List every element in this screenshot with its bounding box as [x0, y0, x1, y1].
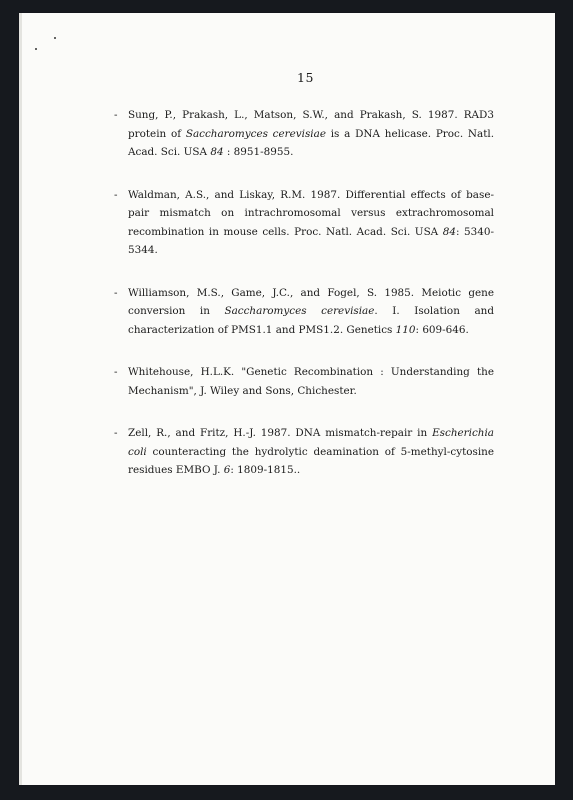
reference-italic-text: 6: [223, 464, 231, 476]
reference-text: : 1809-1815..: [230, 464, 301, 476]
reference-italic-text: 84: [442, 225, 456, 238]
dust-speck: [35, 48, 37, 50]
document-page: [19, 13, 555, 785]
reference-text: is a DNA helicase. Proc. Natl. Acad. Sci. USA: [128, 127, 495, 158]
reference-dash: -: [114, 286, 118, 299]
reference-dash: -: [114, 188, 118, 201]
reference-text: Sung, P., Prakash, L., Matson, S.W., and Prakash, S. 1987. RAD3 protein of: [128, 109, 494, 140]
reference-italic-text: 110: [395, 323, 416, 336]
reference-entry: [94, 363, 494, 400]
dust-speck: [54, 37, 56, 39]
reference-text: Zell, R., and Fritz, H.-J. 1987. DNA mismatch-repair in: [128, 427, 433, 439]
reference-dash: -: [114, 366, 118, 378]
reference-italic-text: 84: [210, 146, 224, 158]
reference-entry: [94, 186, 494, 260]
reference-text: Williamson, M.S., Game, J.C., and Fogel, S. 1985. Meiotic gene conversion in: [128, 286, 494, 317]
reference-entry: [94, 106, 494, 162]
reference-dash: -: [114, 109, 118, 121]
reference-text: Waldman, A.S., and Liskay, R.M. 1987. Differential effects of base-pair mismatch on intrachromosomal versus extrachromosomal recombination in mouse cells. Proc. Natl. Acad. Sci. USA: [128, 188, 494, 238]
reference-text: : 5340-5344.: [128, 225, 494, 256]
reference-list: [94, 106, 494, 504]
reference-italic-text: Saccharomyces cerevisiae: [224, 305, 375, 317]
reference-text: counteracting the hydrolytic deamination of 5-methyl-cytosine residues EMBO J.: [128, 445, 494, 476]
reference-entry: [94, 424, 494, 480]
reference-text: : 609-646.: [415, 323, 469, 336]
reference-text: . I. Isolation and characterization of PMS1.1 and PMS1.2. Genetics: [128, 305, 494, 336]
page-edge: [19, 13, 22, 785]
reference-text: : 8951-8955.: [223, 146, 294, 158]
reference-dash: -: [114, 427, 118, 439]
reference-italic-text: Saccharomyces cerevisiae: [185, 127, 326, 140]
page-number: 15: [297, 70, 314, 85]
reference-italic-text: Escherichia coli: [128, 427, 494, 458]
reference-text: Whitehouse, H.L.K. "Genetic Recombination : Understanding the Mechanism", J. Wiley and Sons, Chichester.: [128, 366, 494, 397]
reference-entry: [94, 284, 494, 340]
